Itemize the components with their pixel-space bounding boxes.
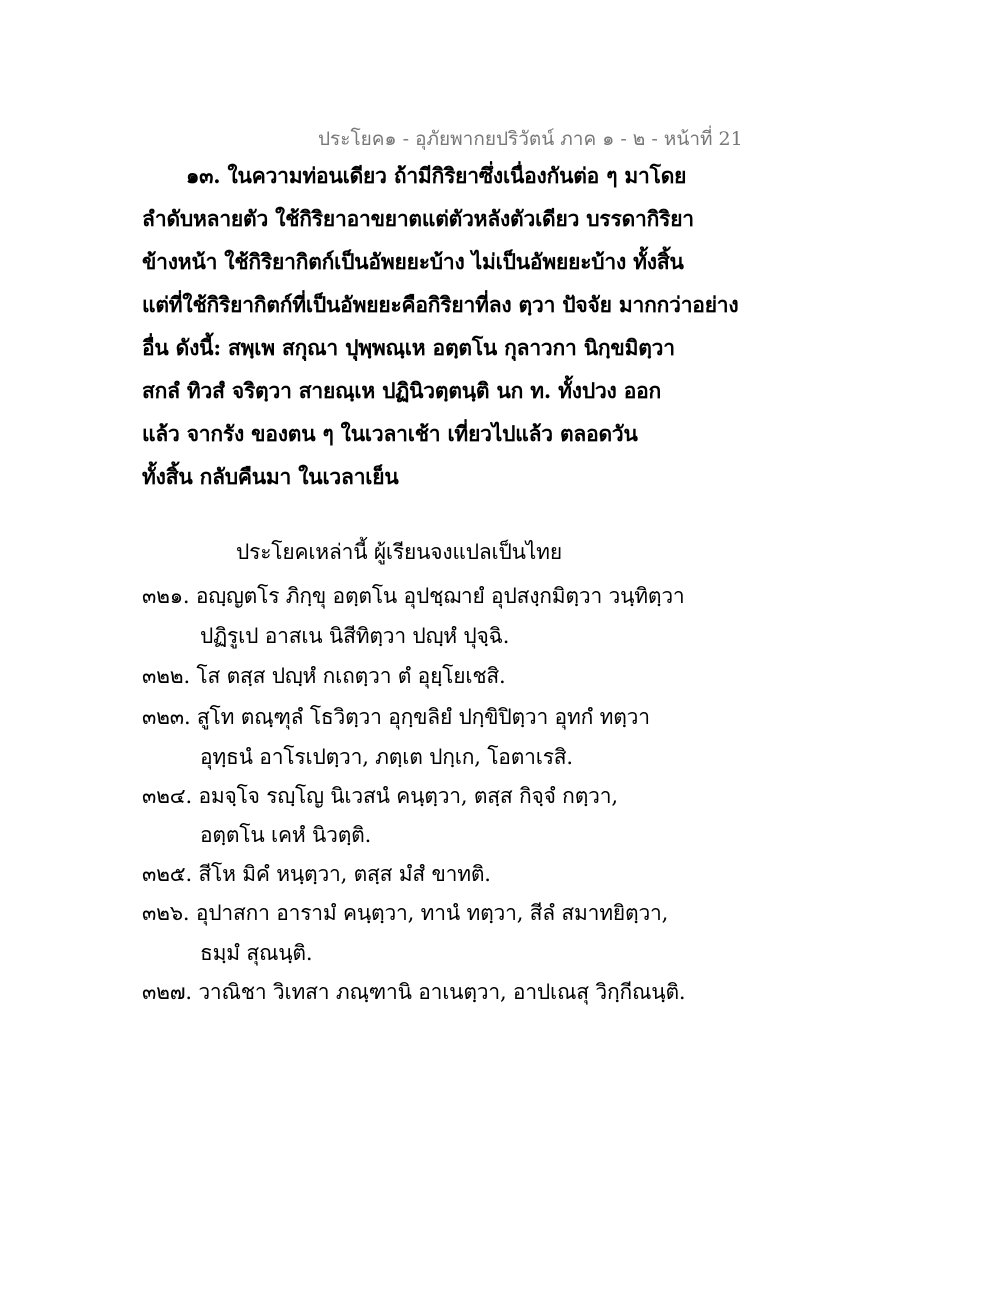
rule-line: แต่ที่ใช้กิริยากิตก์ที่เป็นอัพยยะคือกิริยาที่ลง ตฺวา ปัจจัย มากกว่าอย่าง	[142, 292, 739, 317]
exercise-line: ๓๒๓. สูโท ตณฺฑุลํ โธวิตฺวา อุกฺขลิยํ ปกฺขิปิตฺวา อุทกํ ทตฺวา	[142, 705, 650, 729]
exercise-line: ๓๒๕. สีโห มิคํ หนฺตฺวา, ตสฺส มํสํ ขาทติ.	[142, 862, 491, 886]
rule-line: ลำดับหลายตัว ใช้กิริยาอาขยาตแต่ตัวหลังตัวเดียว บรรดากิริยา	[142, 206, 694, 231]
exercise-line: อตฺตโน เคหํ นิวตฺติ.	[200, 823, 372, 847]
exercise-line: ๓๒๔. อมจฺโจ รญฺโญ นิเวสนํ คนฺตฺวา, ตสฺส กิจฺจํ กตฺวา,	[142, 784, 618, 808]
rule-line: สกลํ ทิวสํ จริตฺวา สายณฺเห ปฏินิวตฺตนฺติ นก ท. ทั้งปวง ออก	[142, 378, 662, 403]
exercise-line: ๓๒๗. วาณิชา วิเทสา ภณฺฑานิ อาเนตฺวา, อาปเณสุ วิกฺกีณนฺติ.	[142, 980, 686, 1004]
rule-line: อื่น ดังนี้: สพฺเพ สกุณา ปุพฺพณฺเห อตฺตโน กุลาวกา นิกฺขมิตฺวา	[142, 335, 675, 360]
rule-line: ข้างหน้า ใช้กิริยากิตก์เป็นอัพยยะบ้าง ไม่เป็นอัพยยะบ้าง ทั้งสิ้น	[142, 249, 684, 274]
exercise-line: ๓๒๑. อญฺญตโร ภิกฺขุ อตฺตโน อุปชฺฌายํ อุปสงฺกมิตฺวา วนฺทิตฺวา	[142, 584, 685, 608]
exercise-line: ธมฺมํ สุณนฺติ.	[200, 941, 313, 965]
rule-line: แล้ว จากรัง ของตน ๆ ในเวลาเช้า เที่ยวไปแล้ว ตลอดวัน	[142, 421, 638, 446]
rule-line: ทั้งสิ้น กลับคืนมา ในเวลาเย็น	[142, 464, 399, 489]
rule-line: ๑๓. ในความท่อนเดียว ถ้ามีกิริยาซึ่งเนื่องกันต่อ ๆ มาโดย	[186, 163, 687, 188]
exercise-line: ๓๒๖. อุปาสกา อารามํ คนฺตฺวา, ทานํ ทตฺวา, สีลํ สมาทยิตฺวา,	[142, 901, 669, 925]
page-header: ประโยค๑ - อุภัยพากยปริวัตน์ ภาค ๑ - ๒ - หน้าที่ 21	[318, 128, 743, 150]
exercise-line: อุทฺธนํ อาโรเปตฺวา, ภตฺเต ปกฺเก, โอตาเรสิ.	[200, 745, 573, 769]
exercise-intro: ประโยคเหล่านี้ ผู้เรียนจงแปลเป็นไทย	[236, 540, 562, 564]
exercise-line: ๓๒๒. โส ตสฺส ปญฺหํ กเถตฺวา ตํ อุยฺโยเชสิ.	[142, 664, 506, 688]
exercise-line: ปฏิรูเป อาสเน นิสีทิตฺวา ปญฺหํ ปุจฺฉิ.	[200, 624, 510, 648]
